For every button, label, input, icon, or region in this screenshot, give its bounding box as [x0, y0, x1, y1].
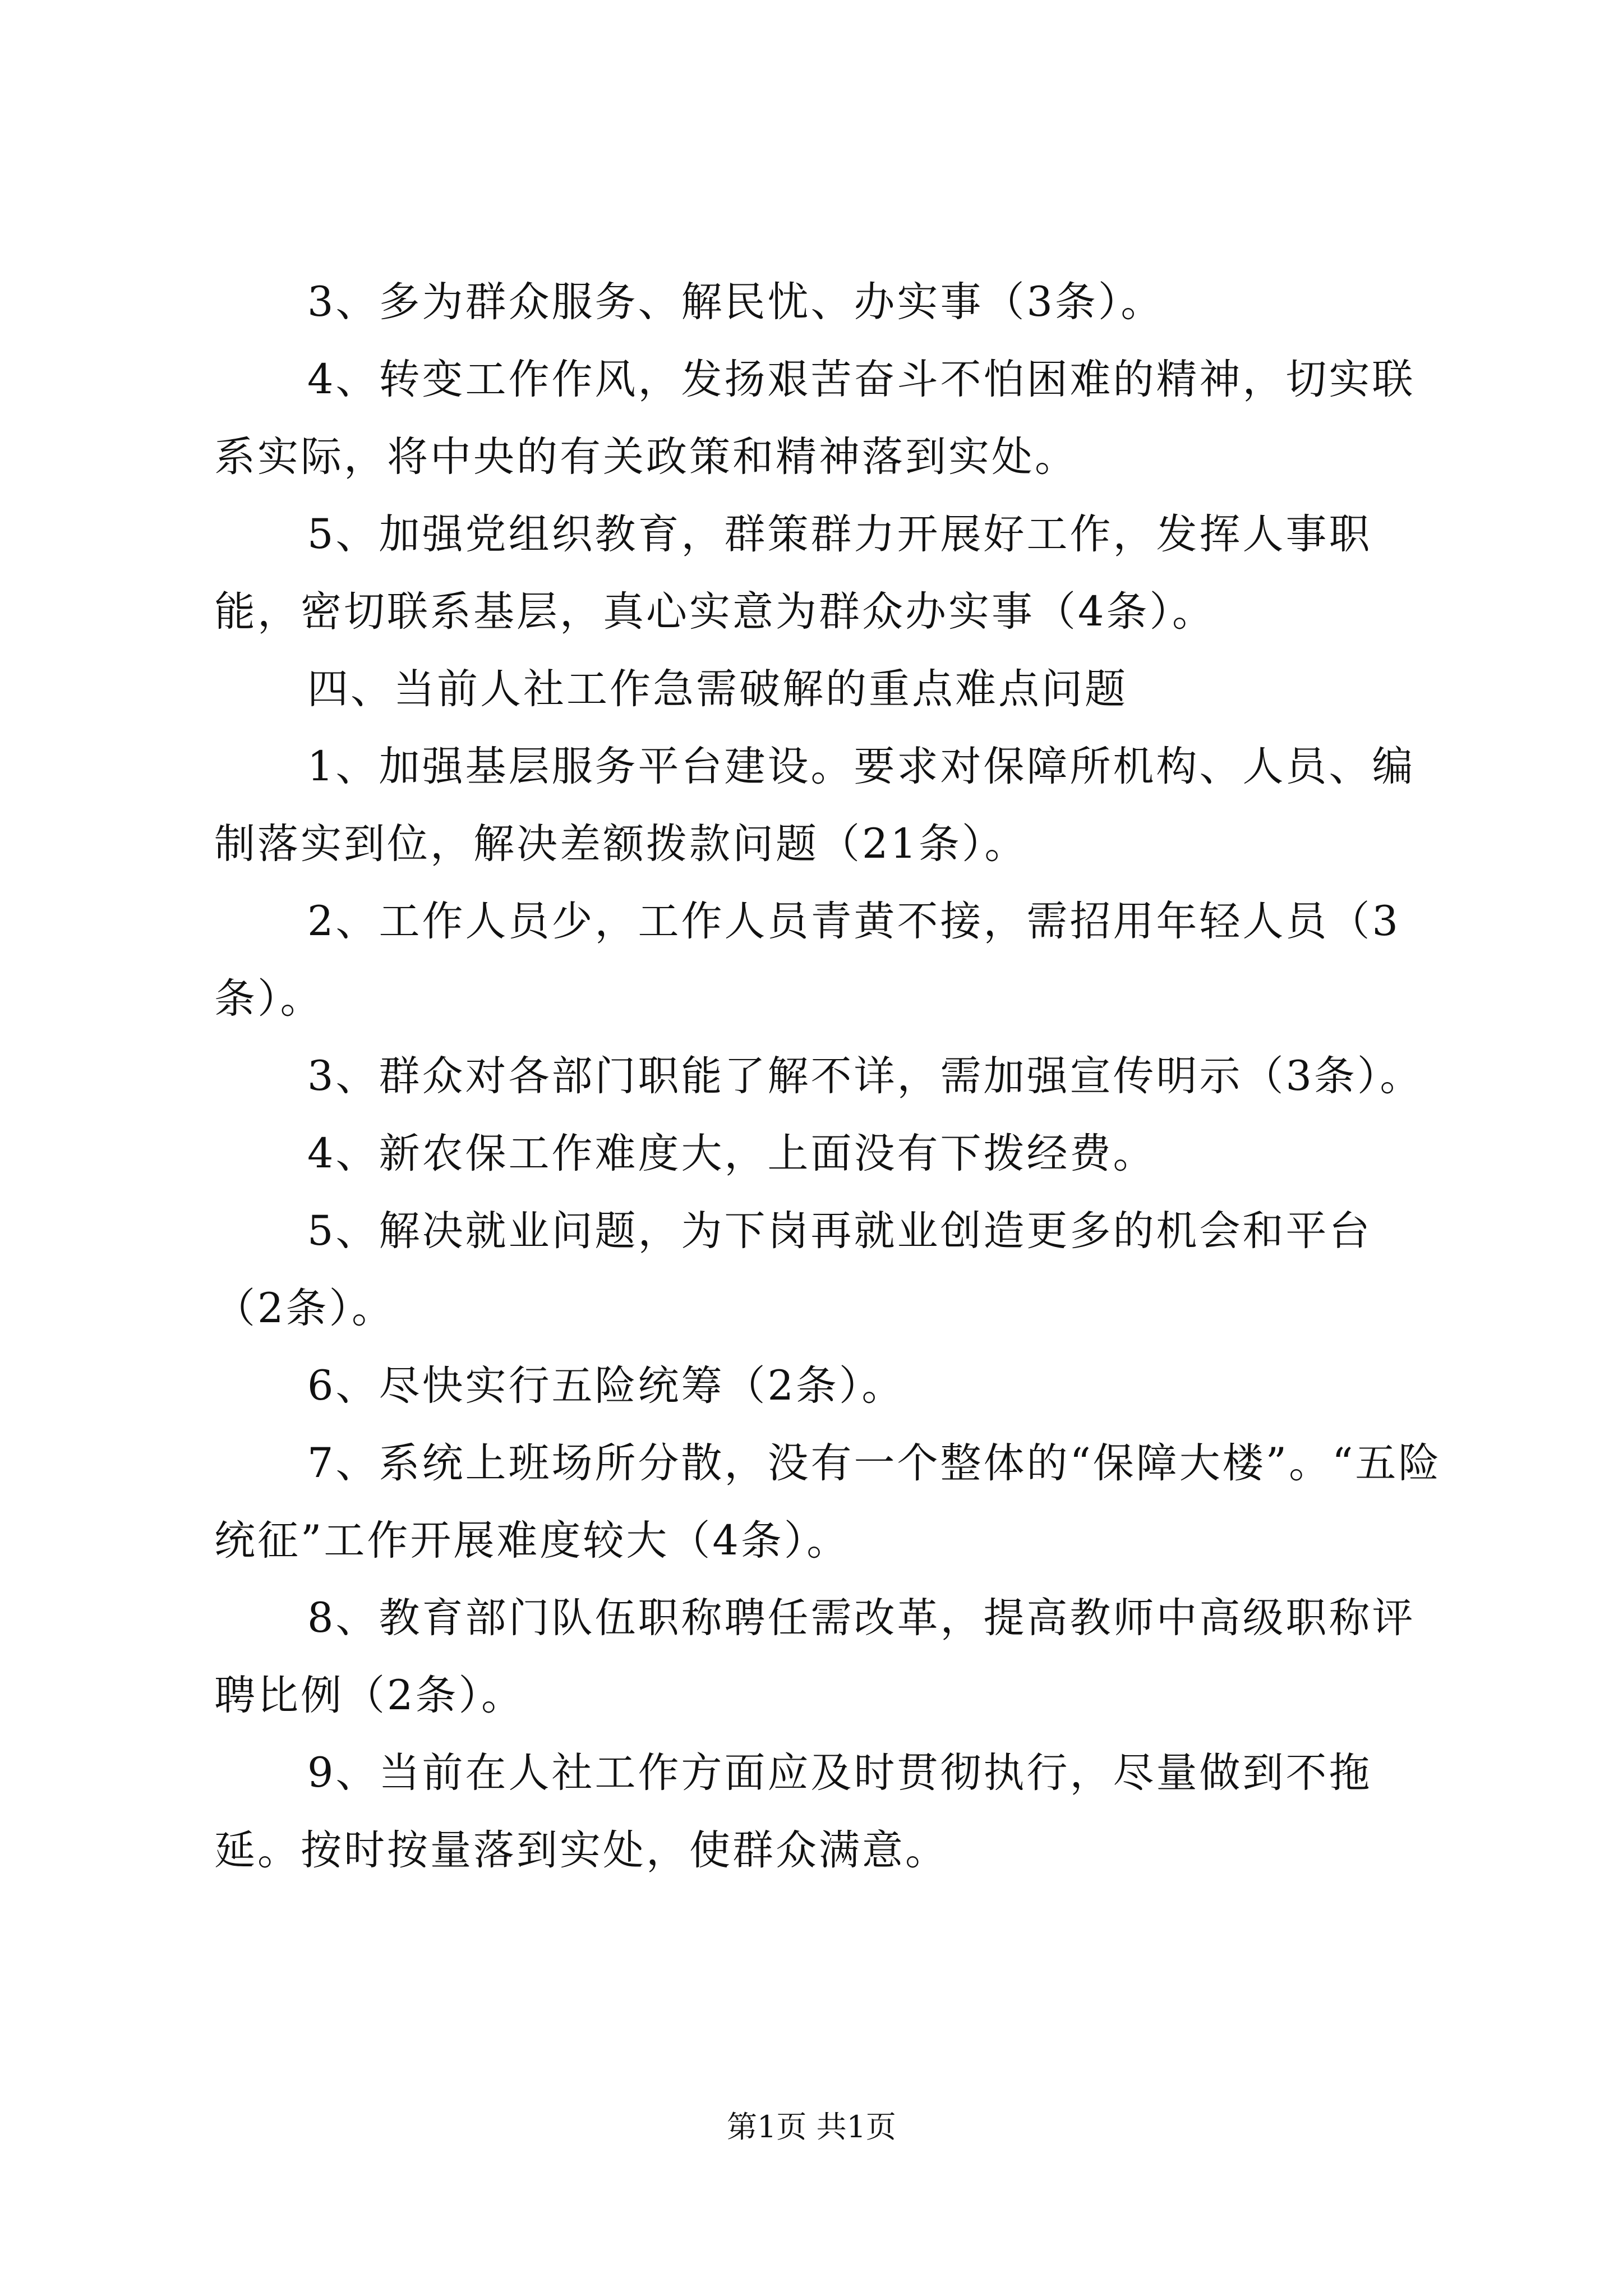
page-footer: [0, 2105, 1623, 2150]
paragraph-problem-4: 4、新农保工作难度大，上面没有下拨经费。: [307, 1130, 1156, 1177]
paragraph-problem-7: 7、系统上班场所分散，没有一个整体的“保障大楼”。“五险统征”工作开展难度较大（4条）。: [214, 1439, 1442, 1565]
paragraph-problem-5: 5、解决就业问题，为下岗再就业创造更多的机会和平台（2条）。: [214, 1207, 1372, 1332]
paragraph-problem-1: 1、加强基层服务平台建设。要求对保障所机构、人员、编制落实到位，解决差额拨款问题（21条）。: [214, 743, 1415, 868]
page-number-label: 第1页 共1页: [727, 2109, 896, 2145]
section-heading-key-problems: 四、当前人社工作急需破解的重点难点问题: [307, 665, 1128, 713]
paragraph-problem-3: 3、群众对各部门职能了解不详，需加强宣传明示（3条）。: [307, 1052, 1423, 1100]
document-body: [214, 264, 1442, 1889]
paragraph-problem-8: 8、教育部门队伍职称聘任需改革，提高教师中高级职称评聘比例（2条）。: [214, 1594, 1415, 1719]
paragraph-problem-9: 9、当前在人社工作方面应及时贯彻执行，尽量做到不拖延。按时按量落到实处，使群众满意。: [214, 1749, 1372, 1874]
paragraph-problem-2: 2、工作人员少，工作人员青黄不接，需招用年轻人员（3条）。: [214, 898, 1400, 1023]
paragraph-item-3-service: 3、多为群众服务、解民忧、办实事（3条）。: [307, 278, 1164, 326]
paragraph-problem-6: 6、尽快实行五险统筹（2条）。: [307, 1362, 905, 1410]
paragraph-item-4-work-style: 4、转变工作作风，发扬艰苦奋斗不怕困难的精神，切实联系实际，将中央的有关政策和精神落到实处。: [214, 356, 1415, 481]
paragraph-item-5-party-education: 5、加强党组织教育，群策群力开展好工作，发挥人事职能，密切联系基层，真心实意为群众办实事（4条）。: [214, 510, 1372, 636]
